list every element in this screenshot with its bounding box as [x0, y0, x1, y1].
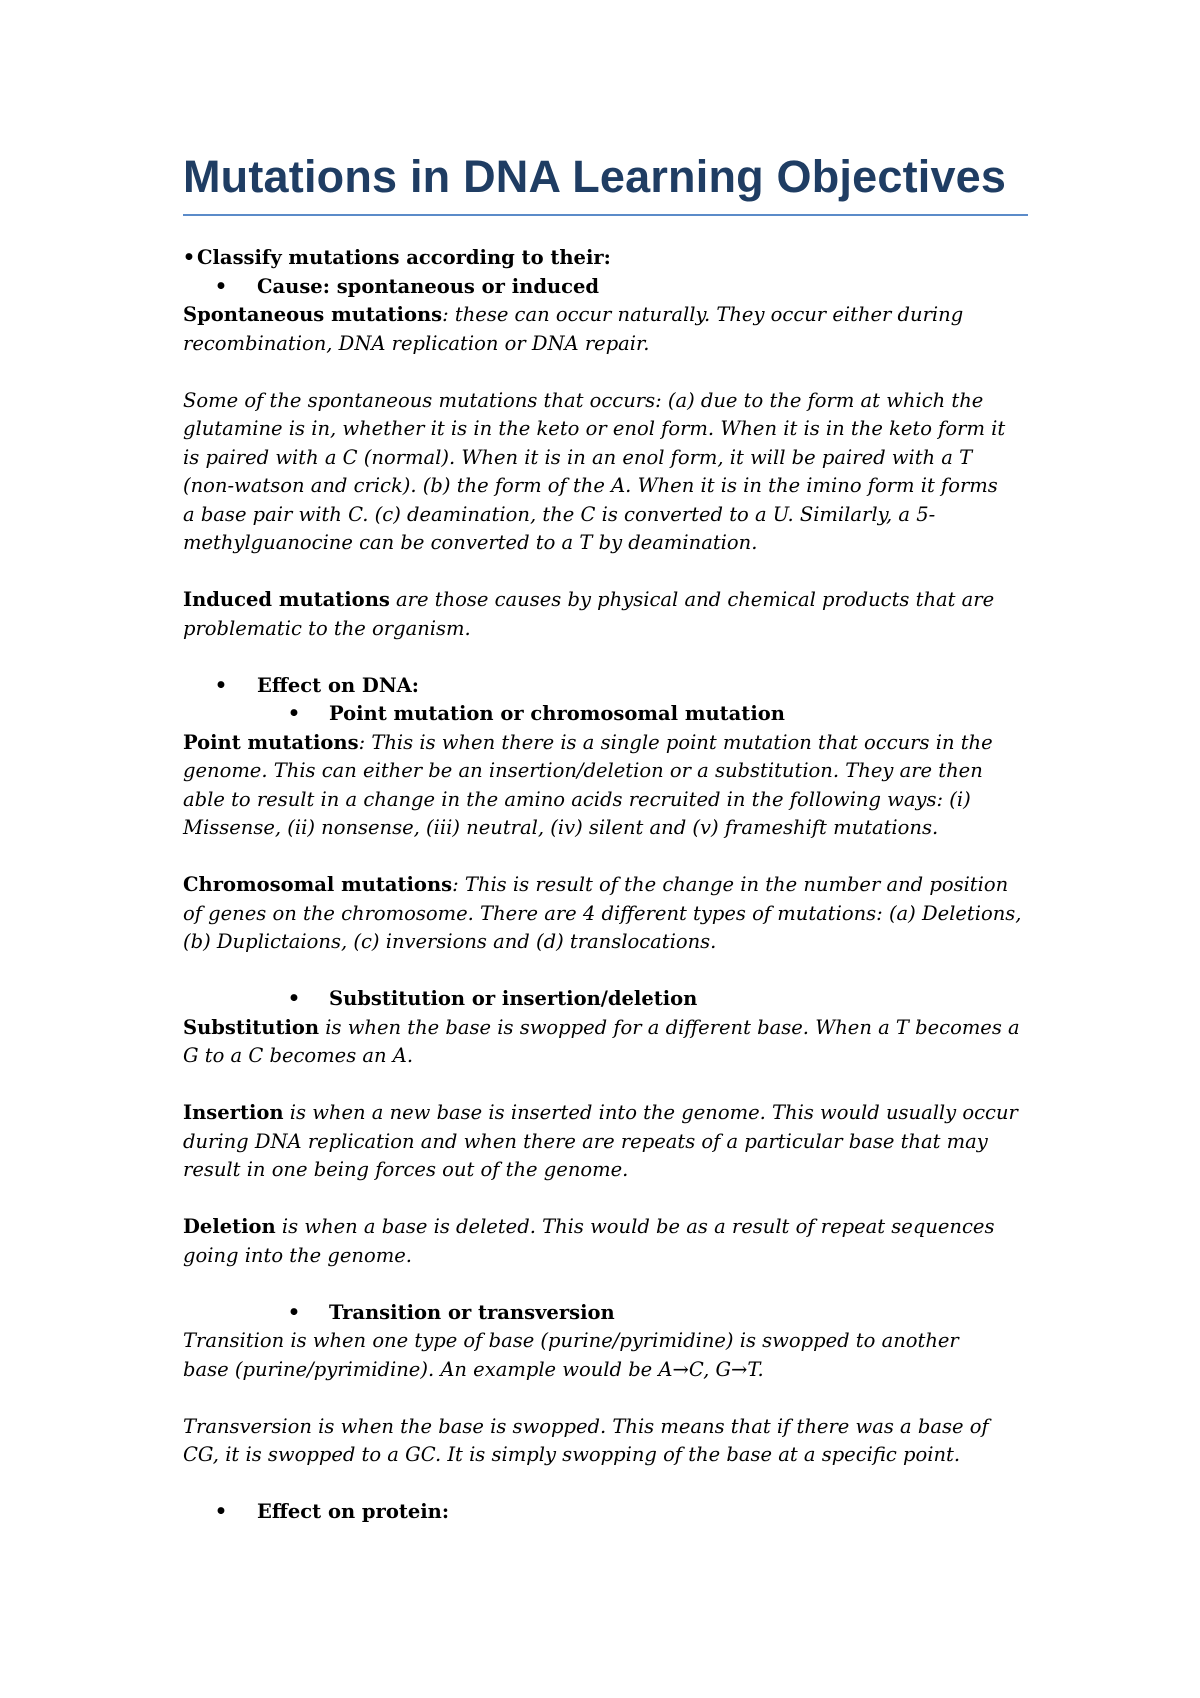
bullet-cause: • Cause: spontaneous or induced	[183, 273, 1028, 302]
term-chromosomal: Chromosomal mutations	[183, 873, 453, 896]
insertion-paragraph: Insertion is when a new base is inserted into the genome. This would usually occur	[183, 1101, 1018, 1124]
point-line-2: genome. This can either be an insertion/deletion or a substitution. They are then	[183, 759, 983, 782]
transition-line-1: Transition is when one type of base (purine/pyrimidine) is swopped to another	[183, 1329, 959, 1352]
bullet-dot: •	[214, 673, 228, 697]
point-paragraph: Point mutations: This is when there is a single point mutation that occurs in the	[183, 730, 993, 754]
term-point: Point mutations	[183, 730, 359, 754]
transition-line-2: base (purine/pyrimidine). An example would be A→C, G→T.	[183, 1357, 764, 1381]
insertion-line-3: result in one being forces out of the genome.	[183, 1158, 629, 1181]
page-title: Mutations in DNA Learning Objectives	[183, 150, 1028, 216]
bullet-dot: •	[182, 246, 196, 269]
bullet-effect-dna: • Effect on DNA:	[183, 672, 1028, 701]
bullet-dot: •	[287, 1300, 301, 1324]
transversion-line-1: Transversion is when the base is swopped. This means that if there was a base of	[183, 1414, 989, 1438]
point-line-3: able to result in a change in the amino acids recruited in the following ways: (i)	[183, 787, 971, 811]
bullet-dot: •	[287, 987, 301, 1010]
transversion-line-2: CG, it is swopped to a GC. It is simply swopping of the base at a specific point.	[183, 1443, 961, 1466]
some-line-1: Some of the spontaneous mutations that occurs: (a) due to the form at which the	[183, 388, 984, 412]
term-insertion: Insertion	[183, 1101, 284, 1124]
bullet-classify: • Classify mutations according to their:	[183, 244, 1028, 273]
some-line-3: is paired with a C (normal). When it is in an enol form, it will be paired with a T	[183, 445, 973, 469]
bullet-dot: •	[287, 702, 301, 725]
chromosomal-paragraph: Chromosomal mutations: This is result of the change in the number and position	[183, 873, 1009, 896]
bullet-point-chromosomal: • Point mutation or chromosomal mutation	[183, 700, 1028, 729]
some-line-2: glutamine is in, whether it is in the keto or enol form. When it is in the keto form it	[183, 417, 1006, 440]
term-deletion: Deletion	[183, 1215, 276, 1238]
insertion-line-2: during DNA replication and when there are repeats of a particular base that may	[183, 1129, 988, 1153]
bullet-substitution: • Substitution or insertion/deletion	[183, 985, 1028, 1014]
bullet-effect-protein: • Effect on protein:	[183, 1498, 1028, 1527]
substitution-paragraph: Substitution is when the base is swopped for a different base. When a T becomes a	[183, 1015, 1020, 1039]
substitution-line-2: G to a C becomes an A.	[183, 1044, 414, 1067]
bullet-transition: • Transition or transversion	[183, 1299, 1028, 1328]
term-spontaneous: Spontaneous mutations	[183, 303, 443, 326]
term-substitution: Substitution	[183, 1015, 320, 1039]
some-line-5: a base pair with C. (c) deamination, the C is converted to a U. Similarly, a 5-	[183, 502, 936, 526]
chromosomal-line-2: of genes on the chromosome. There are 4 different types of mutations: (a) Deletions,	[183, 901, 1022, 925]
term-induced: Induced mutations	[183, 588, 390, 611]
chromosomal-line-3: (b) Duplictaions, (c) inversions and (d) translocations.	[183, 930, 717, 953]
some-line-6: methylguanocine can be converted to a T by deamination.	[183, 531, 758, 554]
deletion-line-2: going into the genome.	[183, 1243, 412, 1267]
spontaneous-paragraph: Spontaneous mutations: these can occur naturally. They occur either during	[183, 303, 964, 326]
bullet-dot: •	[214, 274, 228, 298]
point-line-4: Missense, (ii) nonsense, (iii) neutral, (iv) silent and (v) frameshift mutations.	[183, 816, 939, 839]
document-page	[183, 150, 1028, 1527]
bullet-dot: •	[214, 1500, 228, 1523]
some-line-4: (non-watson and crick). (b) the form of the A. When it is in the imino form it forms	[183, 474, 998, 497]
spontaneous-line-2: recombination, DNA replication or DNA repair.	[183, 331, 650, 355]
induced-paragraph: Induced mutations are those causes by physical and chemical products that are	[183, 588, 995, 611]
deletion-paragraph: Deletion is when a base is deleted. This would be as a result of repeat sequences	[183, 1215, 995, 1238]
induced-line-2: problematic to the organism.	[183, 616, 471, 640]
